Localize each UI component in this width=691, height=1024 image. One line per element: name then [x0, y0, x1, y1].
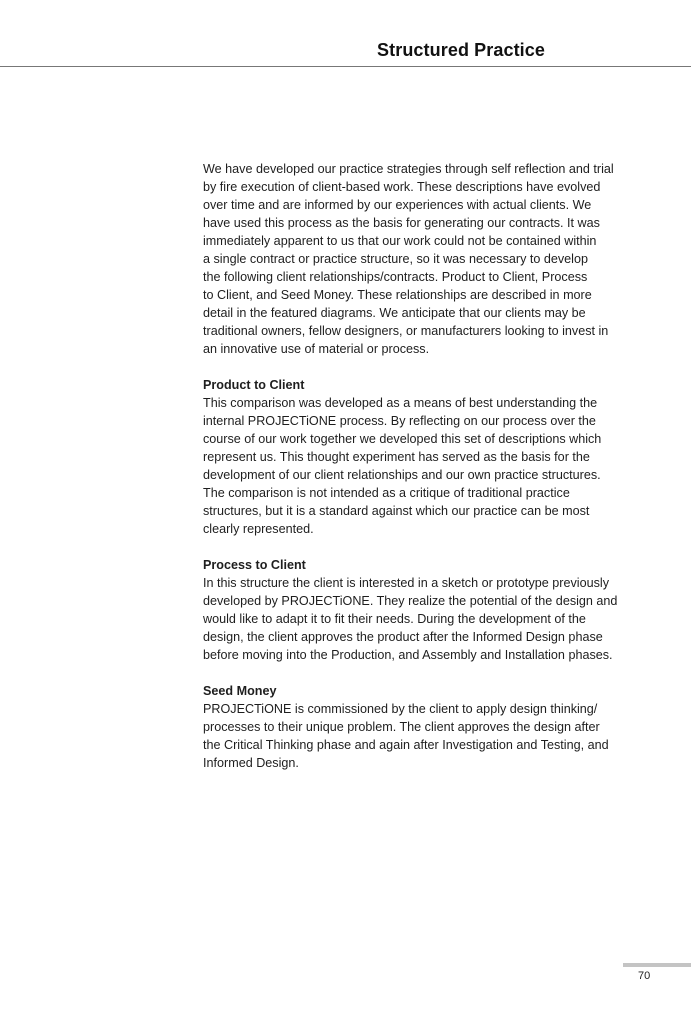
text-line: to Client, and Seed Money. These relationships are described in more [203, 288, 592, 302]
text-line: the following client relationships/contracts. Product to Client, Process [203, 270, 588, 284]
section-heading: Seed Money [203, 684, 277, 698]
section-heading: Product to Client [203, 378, 305, 392]
section-heading: Process to Client [203, 558, 306, 572]
body-text [203, 160, 643, 772]
text-line: This comparison was developed as a means of best understanding the [203, 396, 598, 410]
text-line: developed by PROJECTiONE. They realize the potential of the design and [203, 594, 618, 608]
text-line: development of our client relationships and our own practice structures. [203, 468, 601, 482]
text-line: PROJECTiONE is commissioned by the client to apply design thinking/ [203, 702, 598, 716]
intro-paragraph [203, 160, 643, 358]
text-line: Informed Design. [203, 756, 299, 770]
text-line: detail in the featured diagrams. We anticipate that our clients may be [203, 306, 586, 320]
text-line: before moving into the Production, and Assembly and Installation phases. [203, 648, 613, 662]
text-line: internal PROJECTiONE process. By reflecting on our process over the [203, 414, 596, 428]
page-title: Structured Practice [377, 40, 545, 60]
page-number: 70 [638, 970, 651, 982]
text-line: have used this process as the basis for generating our contracts. It was [203, 216, 600, 230]
text-line: processes to their unique problem. The client approves the design after [203, 720, 600, 734]
text-line: by fire execution of client-based work. These descriptions have evolved [203, 180, 601, 194]
section-seed-money [203, 682, 643, 772]
text-line: represent us. This thought experiment has served as the basis for the [203, 450, 590, 464]
text-line: design, the client approves the product after the Informed Design phase [203, 630, 603, 644]
text-line: immediately apparent to us that our work could not be contained within [203, 234, 597, 248]
text-line: structures, but it is a standard against which our practice can be most [203, 504, 590, 518]
text-line: would like to adapt it to fit their needs. During the development of the [203, 612, 586, 626]
text-line: traditional owners, fellow designers, or manufacturers looking to invest in [203, 324, 609, 338]
text-line: course of our work together we developed this set of descriptions which [203, 432, 602, 446]
text-line: the Critical Thinking phase and again after Investigation and Testing, and [203, 738, 609, 752]
text-line: a single contract or practice structure, so it was necessary to develop [203, 252, 588, 266]
text-line: In this structure the client is interested in a sketch or prototype previously [203, 576, 609, 590]
text-line: over time and are informed by our experiences with actual clients. We [203, 198, 592, 212]
text-line: an innovative use of material or process. [203, 342, 430, 356]
header-divider [0, 66, 691, 67]
section-process-to-client [203, 556, 643, 664]
text-line: We have developed our practice strategies through self reflection and trial [203, 162, 614, 176]
text-line: The comparison is not intended as a critique of traditional practice [203, 486, 570, 500]
text-line: clearly represented. [203, 522, 314, 536]
section-product-to-client [203, 376, 643, 538]
page-number-bar [623, 963, 691, 967]
